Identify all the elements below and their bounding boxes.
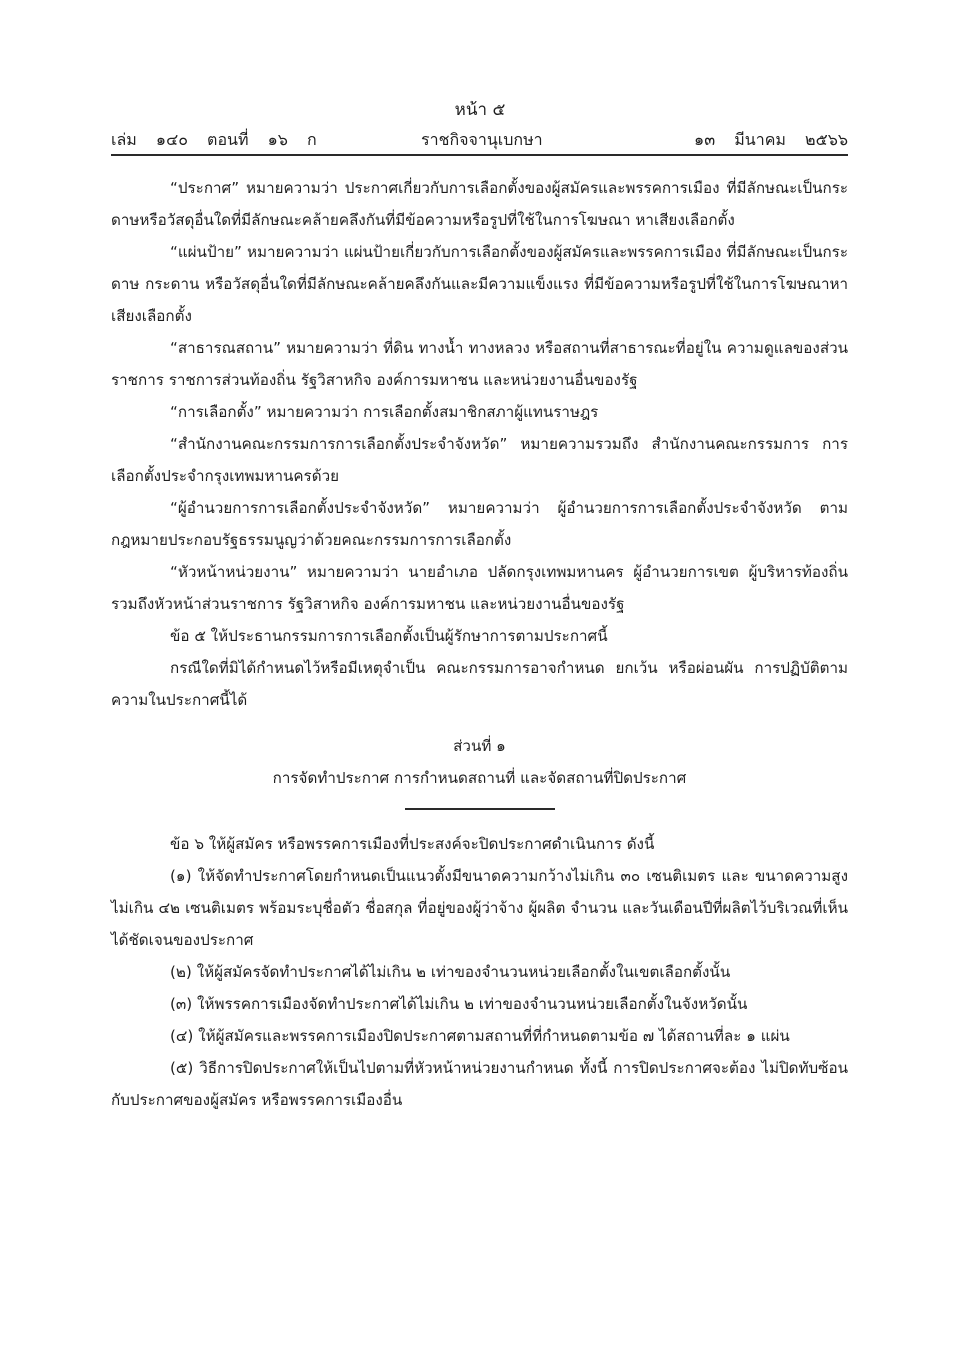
definition-announcement: “ประกาศ” หมายความว่า ประกาศเกี่ยวกับการเลือกตั้งของผู้สมัครและพรรคการเมือง ที่มีลักษณะเป็นกระดาษหรือวัสดุอื่นใดที่มีลักษณะคล้ายคลึงกันที่มีข้อความหรือรูปที่ใช้ในการโฆษณา หาเสียงเลือกตั้ง	[111, 179, 849, 229]
volume-issue-info	[111, 128, 331, 152]
document-body	[111, 172, 848, 1116]
volume-label: เล่ม	[111, 130, 137, 149]
date-month: มีนาคม	[734, 130, 786, 149]
clause-6-intro: ข้อ ๖ ให้ผู้สมัคร หรือพรรคการเมืองที่ประสงค์จะปิดประกาศดำเนินการ ดังนี้	[170, 835, 655, 853]
definition-provincial-office: “สำนักงานคณะกรรมการการเลือกตั้งประจำจังหวัด” หมายความรวมถึง สำนักงานคณะกรรมการ การเลือกตั้งประจำกรุงเทพมหานครด้วย	[111, 435, 848, 485]
header-divider	[111, 154, 848, 156]
definition-election: “การเลือกตั้ง” หมายความว่า การเลือกตั้งสมาชิกสภาผู้แทนราษฎร	[170, 403, 599, 421]
date-year: ๒๕๖๖	[805, 130, 848, 149]
clause-5-exception: กรณีใดที่มิได้กำหนดไว้หรือมีเหตุจำเป็น คณะกรรมการอาจกำหนด ยกเว้น หรือผ่อนผัน การปฏิบัติตามความในประกาศนี้ได้	[111, 659, 849, 709]
publication-name: ราชกิจจานุเบกษา	[421, 130, 543, 149]
section-heading	[111, 730, 848, 810]
publication-date	[680, 128, 848, 152]
definition-public-place: “สาธารณสถาน” หมายความว่า ที่ดิน ทางน้ำ ทางหลวง หรือสถานที่สาธารณะที่อยู่ใน ความดูแลของส่วนราชการ ราชการส่วนท้องถิ่น รัฐวิสาหกิจ องค์การมหาชน และหน่วยงานอื่นของรัฐ	[111, 339, 849, 389]
clause-6-item-2: (๒) ให้ผู้สมัครจัดทำประกาศได้ไม่เกิน ๒ เท่าของจำนวนหน่วยเลือกตั้งในเขตเลือกตั้งนั้น	[170, 963, 731, 981]
clause-6-item-5: (๕) วิธีการปิดประกาศให้เป็นไปตามที่หัวหน้าหน่วยงานกำหนด ทั้งนี้ การปิดประกาศจะต้อง ไม่ปิดทับซ้อนกับประกาศของผู้สมัคร หรือพรรคการเมืองอื่น	[111, 1059, 848, 1109]
section-title: การจัดทำประกาศ การกำหนดสถานที่ และจัดสถานที่ปิดประกาศ	[272, 769, 687, 787]
definition-provincial-director: “ผู้อำนวยการการเลือกตั้งประจำจังหวัด” หมายความว่า ผู้อำนวยการการเลือกตั้งประจำจังหวัด ตามกฎหมายประกอบรัฐธรรมนูญว่าด้วยคณะกรรมการการเลือกตั้ง	[111, 499, 849, 549]
issue-label: ตอนที่	[207, 130, 249, 149]
clause-6-item-1: (๑) ให้จัดทำประกาศโดยกำหนดเป็นแนวตั้งมีขนาดความกว้างไม่เกิน ๓๐ เซนติเมตร และ ขนาดความสูงไม่เกิน ๔๒ เซนติเมตร พร้อมระบุชื่อตัว ชื่อสกุล ที่อยู่ของผู้ว่าจ้าง ผู้ผลิต จำนวน และวันเดือนปีที่ผลิตไว้บริเวณที่เห็นได้ชัดเจนของประกาศ	[111, 867, 848, 949]
section-divider	[405, 808, 555, 810]
clause-5: ข้อ ๕ ให้ประธานกรรมการการเลือกตั้งเป็นผู้รักษาการตามประกาศนี้	[170, 627, 608, 645]
date-day: ๑๓	[694, 130, 716, 149]
issue-section: ก	[307, 130, 317, 149]
section-number: ส่วนที่ ๑	[453, 737, 506, 755]
clause-6-item-4: (๔) ให้ผู้สมัครและพรรคการเมืองปิดประกาศตามสถานที่ที่กำหนดตามข้อ ๗ ได้สถานที่ละ ๑ แผ่น	[170, 1027, 790, 1045]
clause-6-item-3: (๓) ให้พรรคการเมืองจัดทำประกาศได้ไม่เกิน ๒ เท่าของจำนวนหน่วยเลือกตั้งในจังหวัดนั้น	[170, 995, 748, 1013]
definition-agency-head: “หัวหน้าหน่วยงาน” หมายความว่า นายอำเภอ ปลัดกรุงเทพมหานคร ผู้อำนวยการเขต ผู้บริหารท้องถิ่น รวมถึงหัวหน้าส่วนราชการ รัฐวิสาหกิจ องค์การมหาชน และหน่วยงานอื่นของรัฐ	[111, 563, 848, 613]
volume-number: ๑๔๐	[155, 130, 188, 149]
definition-signboard: “แผ่นป้าย” หมายความว่า แผ่นป้ายเกี่ยวกับการเลือกตั้งของผู้สมัครและพรรคการเมือง ที่มีลักษณะเป็นกระดาษ กระดาน หรือวัสดุอื่นใดที่มีลักษณะคล้ายคลึงกันและมีความแข็งแรง ที่มีข้อความหรือรูปที่ใช้ในการโฆษณาหาเสียงเลือกตั้ง	[111, 243, 849, 325]
running-header	[111, 128, 848, 152]
issue-number: ๑๖	[267, 130, 288, 149]
page-number: หน้า ๕	[454, 100, 506, 120]
